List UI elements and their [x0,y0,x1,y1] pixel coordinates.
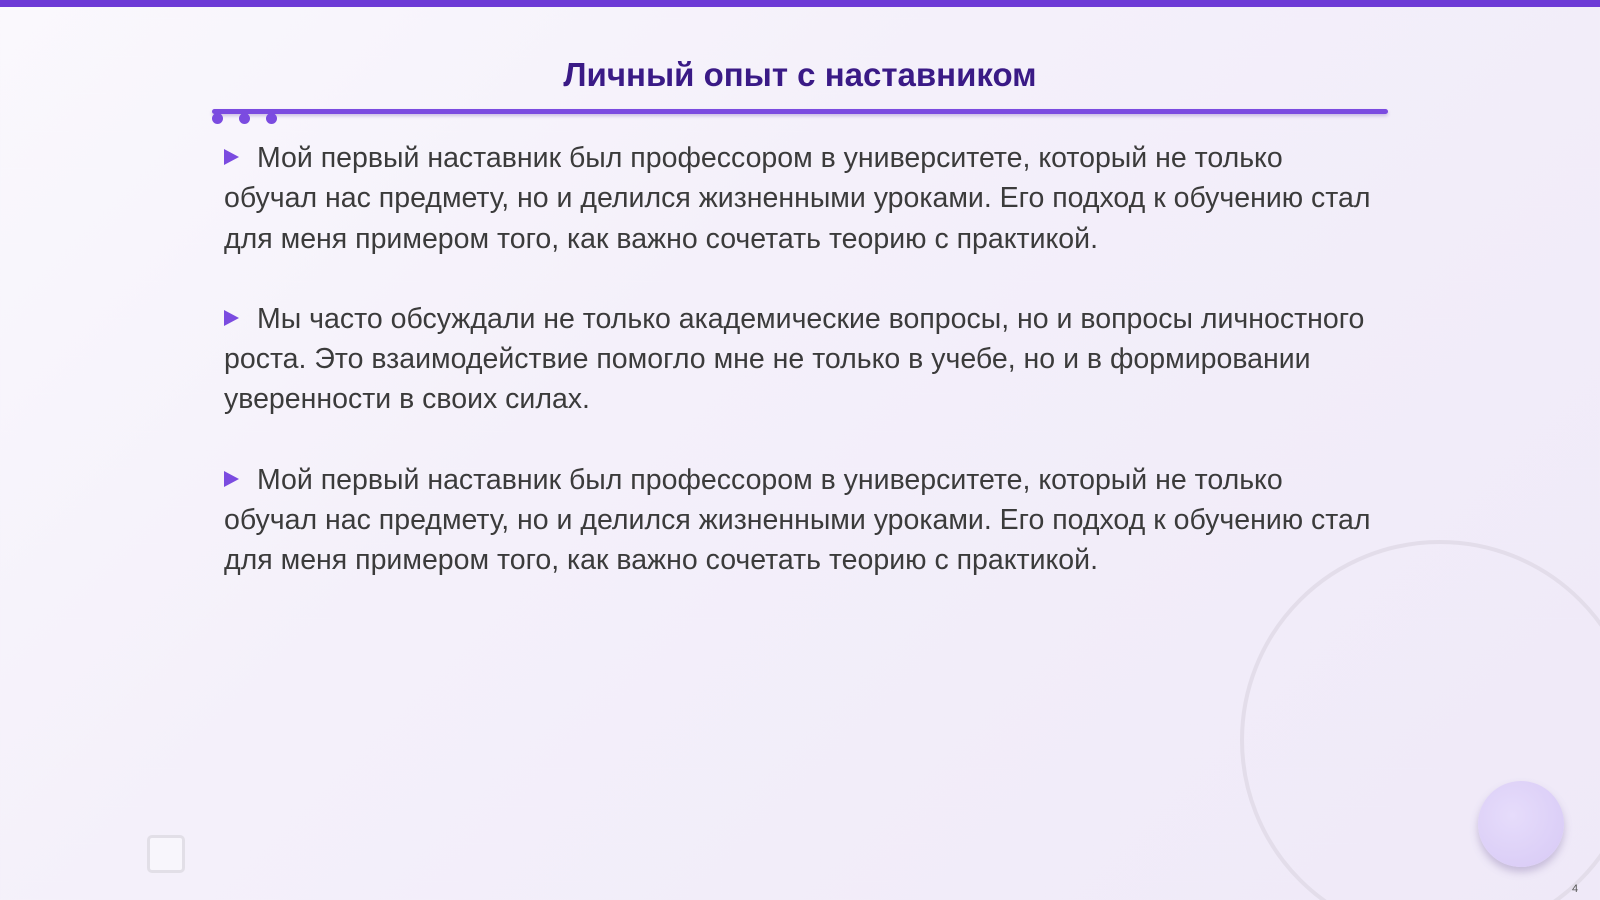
triangle-right-icon [224,149,239,165]
decorative-dot [212,113,223,124]
decorative-dot [239,113,250,124]
slide-title: Личный опыт с наставником [563,56,1037,93]
bullet-item [224,138,1374,259]
bullet-item [224,299,1374,420]
decorative-circle [1478,781,1564,867]
bullet-text: Мой первый наставник был профессором в университете, который не только обучал нас предмету, но и делился жизненными уроками. Его подход к обучению стал для меня примером того, как важно сочетать теорию с практикой. [224,463,1371,577]
top-accent-bar [0,0,1600,7]
bullet-item [224,460,1374,581]
bullet-text: Мой первый наставник был профессором в университете, который не только обучал нас предмету, но и делился жизненными уроками. Его подход к обучению стал для меня примером того, как важно сочетать теорию с практикой. [224,142,1371,255]
title-underline [212,109,1388,114]
triangle-right-icon [224,471,239,487]
decorative-square [147,835,185,873]
bullet-text: Мы часто обсуждали не только академические вопросы, но и вопросы личностного роста. Это взаимодействие помогло мне не только в учебе, но и в формировании уверенности в своих силах. [224,302,1365,416]
bullet-list [224,138,1374,621]
page-number: 4 [1571,883,1579,895]
decorative-dot [266,113,277,124]
triangle-right-icon [224,310,239,326]
